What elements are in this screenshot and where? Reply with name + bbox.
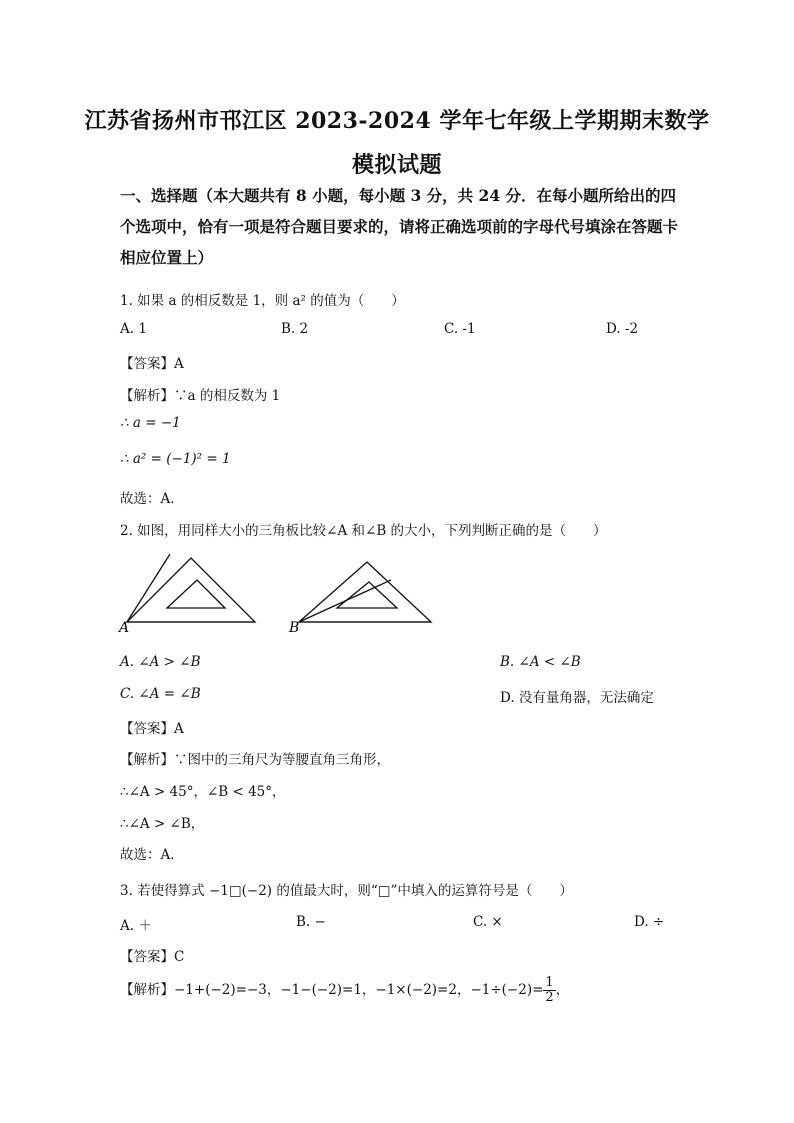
q3-fraction [543, 976, 555, 1005]
q1-analysis-2: ∴ a = −1 [120, 415, 181, 431]
q3-analysis-trail: ， [555, 982, 570, 998]
q2-answer: 【答案】A [120, 721, 184, 737]
q2-analysis-3: ∴∠A > ∠B， [120, 816, 205, 832]
q2-option-d: D. 没有量角器，无法确定 [500, 690, 654, 706]
q2-option-c: C. ∠A = ∠B [120, 686, 201, 702]
q2-option-b: B. ∠A < ∠B [500, 654, 581, 670]
q2-analysis-4: 故选：A． [120, 847, 184, 863]
figure-label-a: A [119, 620, 130, 636]
q1-stem: 1. 如果 a 的相反数是 1，则 a² 的值为（ ） [120, 293, 405, 309]
q2-analysis-2: ∴∠A > 45°，∠B < 45°， [120, 784, 286, 800]
q2-figure [115, 550, 445, 640]
q1-analysis-1: 【解析】∵a 的相反数为 1 [120, 388, 281, 404]
q1-option-b: B. 2 [281, 321, 309, 337]
q1-option-d: D. -2 [606, 321, 639, 337]
section-heading: 一、选择题（本大题共有 8 小题，每小题 3 分，共 24 分．在每小题所给出的四个选项中，恰有一项是符合题目要求的，请将正确选项前的字母代号填涂在答题卡相应位置上） [120, 186, 679, 267]
doc-title-line2: 模拟试题 [351, 152, 442, 178]
q1-option-a: A. 1 [120, 321, 147, 337]
doc-title-line1: 江苏省扬州市邗江区 2023-2024 学年七年级上学期期末数学 [84, 108, 710, 134]
q3-fraction-denominator: 2 [545, 990, 554, 1005]
q2-option-a: A. ∠A > ∠B [120, 654, 201, 670]
q3-analysis-text: 【解析】−1+(−2)=−3，−1−(−2)=1，−1×(−2)=2，−1÷(−2)= [120, 982, 544, 998]
q1-option-c: C. -1 [444, 321, 476, 337]
q1-analysis-4: 故选：A． [120, 491, 184, 507]
q3-stem: 3. 若使得算式 −1□(−2) 的值最大时，则“□”中填入的运算符号是（ ） [120, 883, 573, 899]
figure-b [299, 562, 431, 622]
q2-stem: 2. 如图，用同样大小的三角板比较∠A 和∠B 的大小，下列判断正确的是（ ） [120, 523, 607, 539]
q3-option-c: C. × [473, 914, 503, 930]
q1-analysis-3: ∴ a² = (−1)² = 1 [120, 451, 231, 467]
q3-option-b: B. − [296, 914, 326, 930]
q3-option-a: A. ＋ [120, 918, 152, 934]
q1-answer: 【答案】A [120, 356, 184, 372]
figure-label-b: B [289, 620, 300, 636]
q3-option-d: D. ÷ [634, 914, 665, 930]
q3-analysis [120, 976, 569, 1005]
q2-analysis-1: 【解析】∵图中的三角尺为等腰直角三角形， [120, 752, 390, 768]
q3-answer: 【答案】C [120, 949, 185, 965]
q3-fraction-numerator: 1 [545, 975, 554, 990]
figure-a [127, 554, 255, 622]
